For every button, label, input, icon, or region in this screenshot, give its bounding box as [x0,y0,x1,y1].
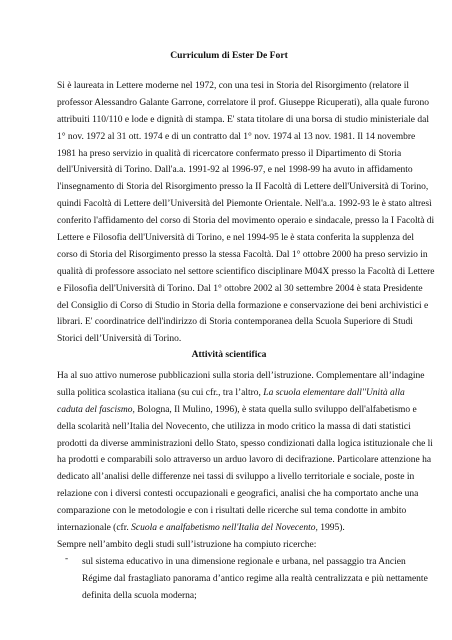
intro-line: attribuiti 110/110 e lode e dignità di stampa. E' stata titolare di una borsa di studio ministeriale dal [57,114,429,125]
line-italic-title: Scuola e analfabetismo nell'Italia del Novecento, [131,523,318,534]
section-line [57,402,417,419]
line-italic-title: caduta del fascismo, [57,404,135,415]
section-line [57,469,415,486]
line-text: internazionale (cfr. [57,523,132,534]
intro-line: 1981 ha preso servizio in qualità di ricercatore confermato presso il Dipartimento di Storia [57,148,402,159]
line-text: 1995). [317,523,345,534]
section-paragraph [57,368,433,554]
intro-line: dell'Università di Torino. Dall'a.a. 1991-92 al 1996-97, e nel 1998-99 ha avuto in affidamento [57,165,413,176]
intro-line: qualità di professore associato nel settore scientifico disciplinare M04X presso la Facoltà di Lettere [57,266,435,277]
intro-line: corso di Storia del Risorgimento presso la stessa Facoltà. Dal 1° ottobre 2000 ha preso servizio in [57,249,428,260]
document-title: Curriculum di Ester De Fort [170,50,288,61]
section-line [57,385,405,402]
intro-paragraph [57,78,435,348]
intro-line: e Filosofia dell'Università di Torino. Dal 1° ottobre 2002 al 30 settembre 2004 è stata Presidente [57,283,423,294]
line-text: Sempre nell’ambito degli studi sull’istruzione ha compiuto ricerche: [57,539,317,550]
line-text: della scolarità nell’Italia del Novecento, che utilizza in modo critico la massa di dati statistici [57,421,411,432]
section-line [57,419,411,436]
research-list [57,554,428,605]
intro-line: quindi Facoltà di Lettere dell’Università del Piemonte Orientale. Nell'a.a. 1992-93 le è stato altresì [57,199,432,210]
intro-line: 1° nov. 1972 al 31 ott. 1974 e di un contratto dal 1° nov. 1974 al 13 nov. 1981. Il 14 novembre [57,131,416,142]
section-line [57,436,433,453]
list-bullet: - [65,554,69,564]
list-item-line: sul sistema educativo in una dimensione regionale e urbana, nel passaggio tra Ancien [82,557,406,567]
intro-line: conferito l'affidamento del corso di Storia del movimento operaio e sindacale, presso la I Facoltà di [57,216,435,227]
intro-line: l'insegnamento di Storia del Risorgimento presso la II Facoltà di Lettere dell'Università di Torino, [57,182,429,193]
line-text: dedicato all’analisi delle differenze nei tassi di sviluppo a livello territoriale e sociale, poste in [57,472,415,483]
section-line [57,452,432,469]
intro-line: librari. E' coordinatrice dell'indirizzo di Storia contemporanea della Scuola Superiore di Studi [57,317,413,328]
line-text: Bologna, Il Mulino, 1996), è stata quella sullo sviluppo dell'alfabetismo e [134,404,417,415]
intro-line: Si è laureata in Lettere moderne nel 1972, con una tesi in Storia del Risorgimento (relatore il [57,81,410,91]
intro-line: del Consiglio di Corso di Studio in Storia della formazione e conservazione dei beni archivistici e [57,300,429,311]
intro-line: Lettere e Filosofia dell'Università di Torino, e nel 1994-95 le è stata conferita la supplenza del [57,233,415,244]
section-line [57,368,425,385]
intro-line: Storici dell’Università di Torino. [57,334,182,345]
line-text: ha prodotti e comparabili solo attraverso un arduo lavoro di decifrazione. Particolare attenzione ha [57,455,432,466]
line-text: prodotti da diverse amministrazioni dello Stato, spesso condizionati dalla logica istituzionale che li [57,438,433,449]
list-item-line: Régime dal frastagliato panorama d’antico regime alla realtà centralizzata e più nettamente [82,573,428,584]
section-title: Attività scientifica [191,349,267,360]
line-text: sulla politica scolastica italiana (su cui cfr., tra l’altro, [57,387,264,398]
list-item-line: definita della scuola moderna; [82,590,197,601]
section-line [57,503,407,520]
line-text: comparazione con le metodologie e con i risultati delle ricerche sul tema condotte in ambito [57,506,407,517]
section-line [57,537,401,554]
section-line [57,486,419,503]
line-italic-title: La scuola elementare dall''Unità alla [263,387,405,398]
line-text: Ha al suo attivo numerose pubblicazioni sulla storia dell’istruzione. Complementare all’indagine [57,371,425,381]
intro-line: professor Alessandro Galante Garrone, correlatore il prof. Giuseppe Ricuperati), alla quale furono [57,97,429,108]
section-line [57,520,401,537]
line-text: relazione con i diversi contesti occupazionali e geografici, analisi che ha comportato anche una [57,489,419,500]
